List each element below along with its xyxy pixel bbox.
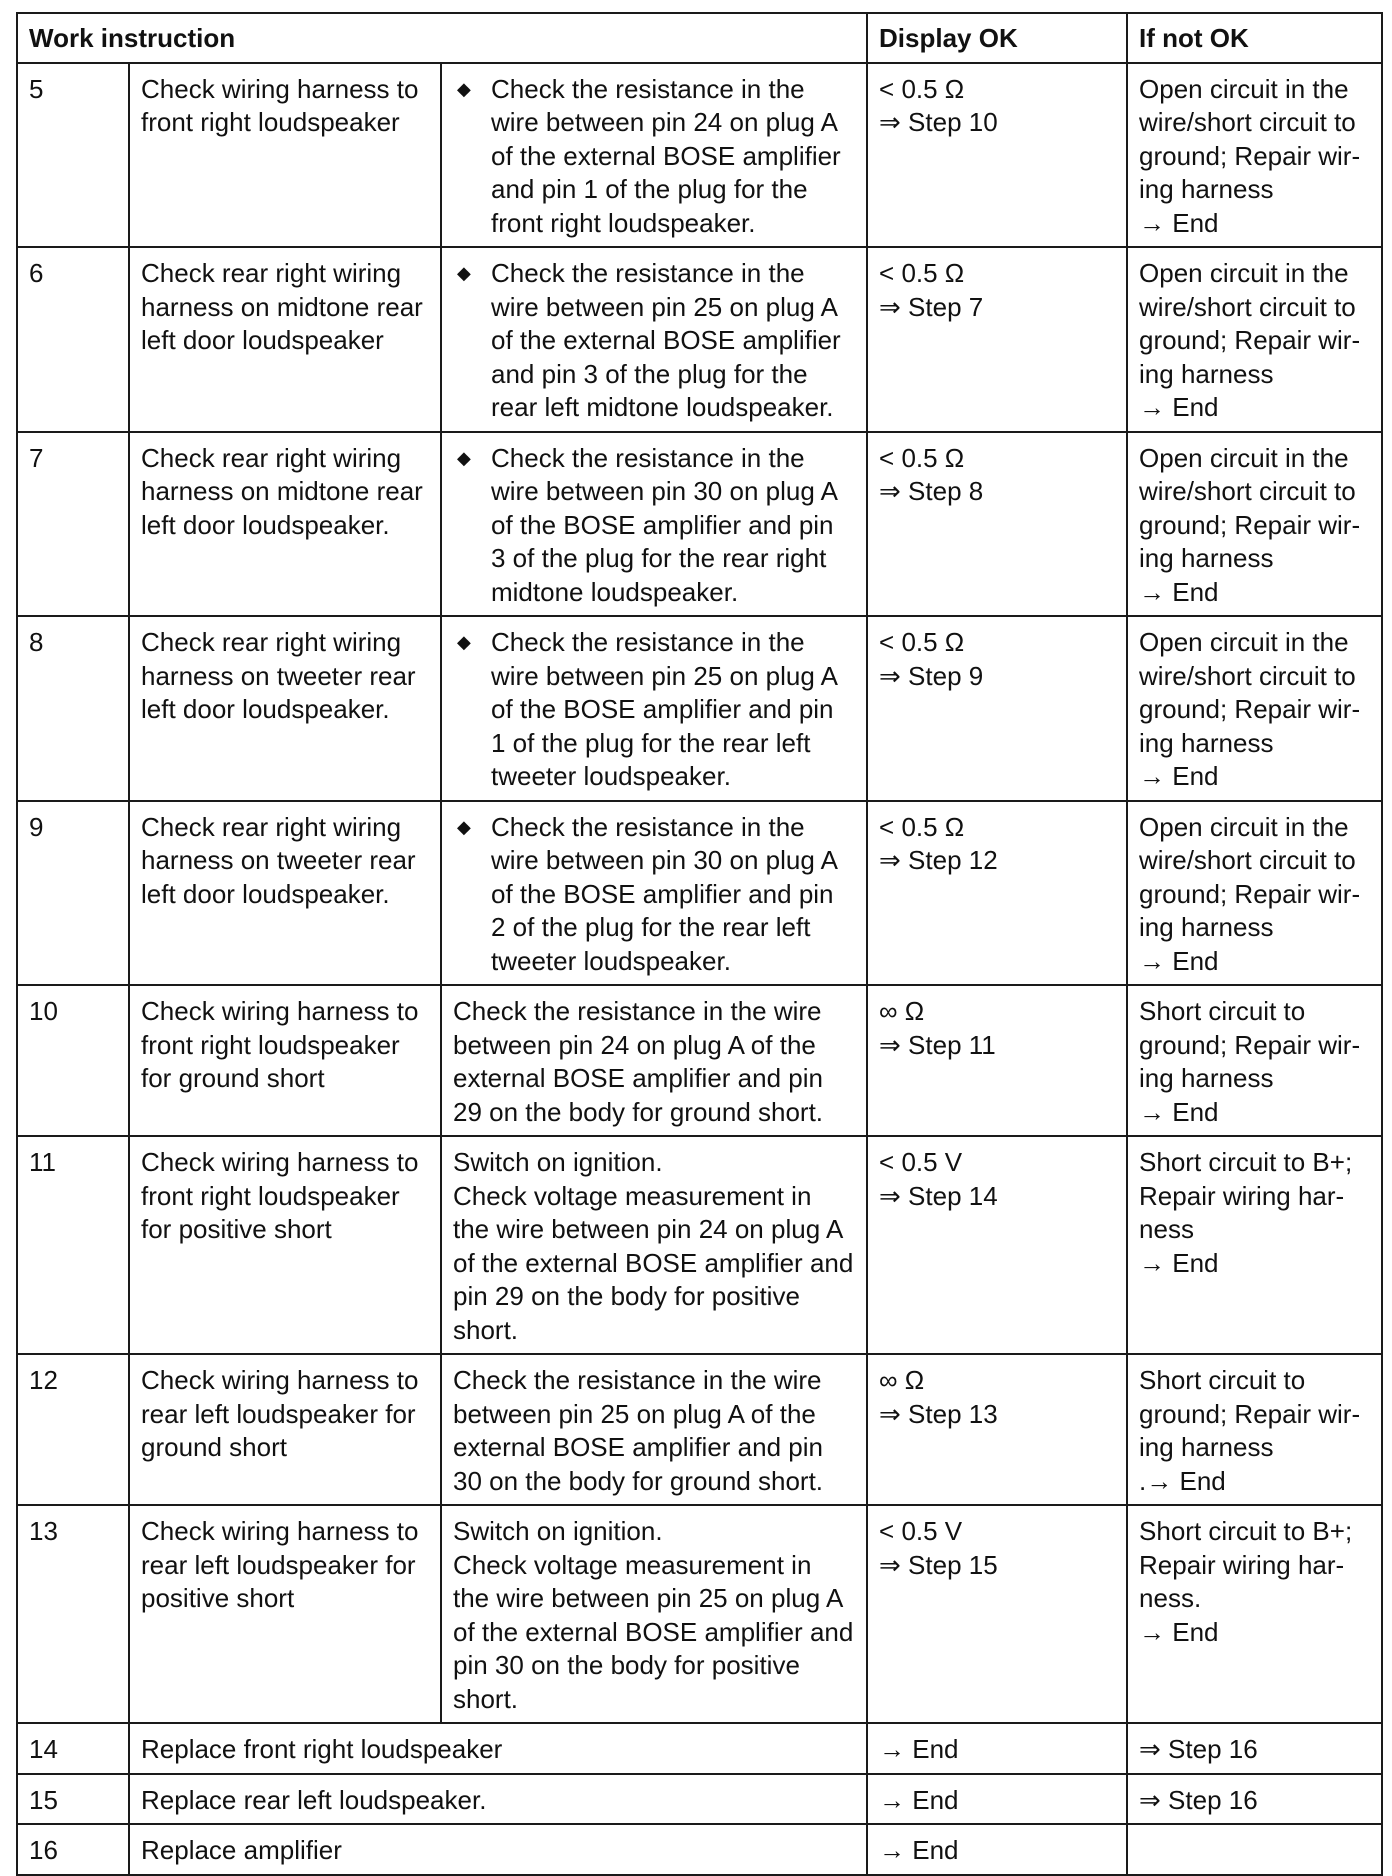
procedure (441, 432, 867, 617)
step-number: 5 (17, 63, 129, 248)
check-title-line: Check rear right wiring (141, 442, 402, 473)
check-title (129, 432, 441, 617)
procedure-line: of the external BOSE amplifier and (453, 1247, 854, 1278)
display-ok-cell (867, 1505, 1127, 1723)
procedure-line: wire between pin 25 on plug A (491, 291, 838, 322)
if-not-ok-line: Open circuit in the (1139, 627, 1349, 657)
procedure-line: short. (453, 1683, 519, 1714)
table-row (17, 985, 1382, 1136)
procedure-line: of the BOSE amplifier and pin (491, 509, 834, 540)
if-not-ok-line: → End (1139, 945, 1219, 976)
if-not-ok-line: ground; Repair wir- (1139, 1029, 1361, 1060)
if-not-ok-line: ing harness (1139, 174, 1274, 204)
step-number: 15 (17, 1774, 129, 1825)
step-number: 14 (17, 1723, 129, 1774)
table-row (17, 247, 1382, 432)
if-not-ok-line: Repair wiring har- (1139, 1180, 1345, 1211)
check-title-line: Check wiring harness to (141, 73, 419, 104)
procedure (441, 801, 867, 986)
bullet-item (453, 73, 858, 241)
header-if-not-ok: If not OK (1127, 13, 1382, 63)
procedure-line: Check the resistance in the (491, 442, 805, 473)
display-ok-line: ⇒ Step 14 (879, 1180, 998, 1211)
procedure-line: 3 of the plug for the rear right (491, 543, 827, 573)
display-ok-cell (867, 985, 1127, 1136)
if-not-ok-line: → End (1139, 1096, 1219, 1127)
check-title (129, 985, 441, 1136)
header-row (17, 13, 1382, 63)
procedure-text (491, 442, 858, 610)
check-title-line: harness on midtone rear (141, 291, 423, 322)
display-ok-cell (867, 247, 1127, 432)
if-not-ok-line: ness (1139, 1214, 1194, 1244)
check-title-line: left door loudspeaker. (141, 878, 390, 909)
check-title-line: for ground short (141, 1063, 325, 1093)
if-not-ok-line: ground; Repair wir- (1139, 509, 1361, 540)
check-title-line: front right loudspeaker (141, 1029, 400, 1060)
check-title-line: positive short (141, 1583, 295, 1613)
procedure-text (491, 626, 858, 794)
if-not-ok-line: Open circuit in the (1139, 73, 1349, 104)
display-ok-line: < 0.5 Ω (879, 627, 965, 657)
bullet-item (453, 811, 858, 979)
diamond-bullet-icon: ◆ (457, 632, 471, 652)
procedure-line: 1 of the plug for the rear left (491, 727, 811, 758)
display-ok-line: < 0.5 Ω (879, 442, 965, 473)
check-title-line: Check wiring harness to (141, 996, 419, 1026)
check-title-line: Check wiring harness to (141, 1147, 419, 1177)
action-text: Replace front right loudspeaker (129, 1723, 867, 1774)
procedure-line: wire between pin 24 on plug A (491, 107, 838, 137)
check-title-line: harness on midtone rear (141, 476, 423, 506)
procedure-line: tweeter loudspeaker. (491, 761, 731, 791)
procedure-line: pin 30 on the body for positive (453, 1650, 800, 1680)
procedure-line: Check the resistance in the wire (453, 1365, 822, 1395)
if-not-ok-cell (1127, 1136, 1382, 1354)
if-not-ok-line: → End (1139, 576, 1219, 607)
diamond-bullet-icon: ◆ (457, 78, 471, 99)
check-title-line: rear left loudspeaker for (141, 1398, 416, 1429)
if-not-ok-line: → End (1139, 1616, 1219, 1647)
check-title (129, 1136, 441, 1354)
if-not-ok-line: ing harness (1139, 912, 1274, 942)
if-not-ok-line: ground; Repair wir- (1139, 878, 1361, 909)
table-row (17, 1723, 1382, 1774)
check-title-line: Check rear right wiring (141, 811, 402, 842)
if-not-ok-line: → End (1139, 207, 1219, 238)
procedure-line: pin 29 on the body for positive (453, 1281, 800, 1311)
procedure-line: and pin 3 of the plug for the (491, 358, 808, 389)
if-not-ok-line: → End (1139, 1247, 1219, 1278)
if-not-ok-line: Repair wiring har- (1139, 1549, 1345, 1580)
display-ok-line: ⇒ Step 10 (879, 107, 998, 137)
display-ok-line: ⇒ Step 15 (879, 1549, 998, 1580)
check-title (129, 616, 441, 801)
procedure-line: Check the resistance in the (491, 627, 805, 657)
if-not-ok-line: Open circuit in the (1139, 811, 1349, 842)
work-instruction-table (16, 12, 1383, 1876)
if-not-ok-line: ing harness (1139, 543, 1274, 573)
if-not-ok-line: ing harness (1139, 727, 1274, 758)
procedure (441, 1136, 867, 1354)
check-title (129, 247, 441, 432)
procedure-line: Check the resistance in the (491, 258, 805, 288)
if-not-ok-line: Open circuit in the (1139, 258, 1349, 288)
if-not-ok-line: wire/short circuit to (1139, 660, 1356, 691)
table-row (17, 1354, 1382, 1505)
if-not-ok-cell (1127, 247, 1382, 432)
procedure-line: between pin 25 on plug A of the (453, 1398, 816, 1429)
display-ok-line: < 0.5 V (879, 1147, 963, 1177)
procedure-text (491, 257, 858, 425)
display-ok-line: ⇒ Step 13 (879, 1398, 998, 1429)
if-not-ok-line: Short circuit to B+; (1139, 1147, 1353, 1177)
display-ok-line: ⇒ Step 7 (879, 291, 984, 322)
display-ok-cell (867, 801, 1127, 986)
check-title-line: left door loudspeaker (141, 325, 384, 355)
if-not-ok-line: wire/short circuit to (1139, 107, 1356, 137)
display-ok-cell (867, 432, 1127, 617)
step-number: 6 (17, 247, 129, 432)
if-not-ok-line: wire/short circuit to (1139, 476, 1356, 506)
check-title-line: harness on tweeter rear (141, 845, 416, 875)
procedure-line: of the BOSE amplifier and pin (491, 878, 834, 909)
if-not-ok-cell (1127, 1354, 1382, 1505)
display-ok-cell (867, 1354, 1127, 1505)
diamond-bullet-icon: ◆ (457, 816, 471, 837)
procedure (441, 616, 867, 801)
check-title (129, 63, 441, 248)
if-not-ok-cell (1127, 63, 1382, 248)
procedure-line: rear left midtone loudspeaker. (491, 392, 834, 422)
display-ok-line: < 0.5 V (879, 1516, 963, 1546)
display-ok-line: < 0.5 Ω (879, 73, 965, 104)
diamond-bullet-icon: ◆ (457, 447, 471, 468)
check-title-line: Check rear right wiring (141, 258, 402, 288)
check-title-line: Check rear right wiring (141, 627, 402, 657)
procedure-line: of the external BOSE amplifier and (453, 1616, 854, 1647)
table-body (17, 63, 1382, 1875)
table-row (17, 1774, 1382, 1825)
if-not-ok-line: → End (1139, 392, 1219, 422)
procedure (441, 1505, 867, 1723)
procedure-text (491, 811, 858, 979)
if-not-ok-line: wire/short circuit to (1139, 291, 1356, 322)
if-not-ok-line: ground; Repair wir- (1139, 1398, 1361, 1429)
procedure-line: 2 of the plug for the rear left (491, 912, 811, 942)
procedure-line: wire between pin 25 on plug A (491, 660, 838, 691)
procedure-line: external BOSE amplifier and pin (453, 1063, 823, 1093)
if-not-ok-line: ness. (1139, 1583, 1202, 1613)
procedure-line: Check the resistance in the (491, 811, 805, 842)
check-title (129, 1354, 441, 1505)
procedure-line: between pin 24 on plug A of the (453, 1029, 816, 1060)
if-not-ok-line: Short circuit to (1139, 996, 1306, 1026)
bullet-item (453, 626, 858, 794)
display-ok-line: < 0.5 Ω (879, 811, 965, 842)
procedure-line: midtone loudspeaker. (491, 576, 739, 607)
display-ok-cell (867, 616, 1127, 801)
procedure-line: Check the resistance in the (491, 73, 805, 104)
if-not-ok-line: ing harness (1139, 1063, 1274, 1093)
step-number: 12 (17, 1354, 129, 1505)
procedure-line: Switch on ignition. (453, 1516, 663, 1546)
check-title-line: front right loudspeaker (141, 107, 400, 137)
if-not-ok-line: ground; Repair wir- (1139, 694, 1361, 724)
if-not-ok-line: .→ End (1139, 1465, 1226, 1496)
if-not-ok-line: wire/short circuit to (1139, 845, 1356, 875)
check-title (129, 1505, 441, 1723)
table-row (17, 1824, 1382, 1875)
step-number: 7 (17, 432, 129, 617)
display-ok-line: < 0.5 Ω (879, 258, 965, 288)
if-not-ok-line: ing harness (1139, 1432, 1274, 1462)
check-title-line: Check wiring harness to (141, 1365, 419, 1395)
check-title (129, 801, 441, 986)
check-title-line: left door loudspeaker. (141, 694, 390, 724)
action-text: Replace rear left loudspeaker. (129, 1774, 867, 1825)
check-title-line: harness on tweeter rear (141, 660, 416, 691)
procedure-line: external BOSE amplifier and pin (453, 1432, 823, 1462)
display-ok-line: ⇒ Step 9 (879, 660, 984, 691)
procedure-line: of the external BOSE amplifier (491, 325, 841, 355)
table-row (17, 801, 1382, 986)
check-title-line: Check wiring harness to (141, 1516, 419, 1546)
if-not-ok-cell (1127, 985, 1382, 1136)
diamond-bullet-icon: ◆ (457, 263, 471, 283)
procedure-text (491, 73, 858, 241)
check-title-line: rear left loudspeaker for (141, 1549, 416, 1580)
check-title-line: ground short (141, 1432, 287, 1462)
if-not-ok-line: Short circuit to (1139, 1365, 1306, 1395)
step-number: 10 (17, 985, 129, 1136)
header-display-ok: Display OK (867, 13, 1127, 63)
step-number: 8 (17, 616, 129, 801)
table-row (17, 432, 1382, 617)
table-row (17, 63, 1382, 248)
header-work-instruction: Work instruction (17, 13, 867, 63)
if-not-ok-line: ground; Repair wir- (1139, 140, 1361, 171)
procedure-line: wire between pin 30 on plug A (491, 476, 838, 506)
display-ok-line: ⇒ Step 12 (879, 845, 998, 875)
procedure (441, 63, 867, 248)
procedure-line: wire between pin 30 on plug A (491, 845, 838, 875)
procedure-line: the wire between pin 24 on plug A (453, 1214, 844, 1244)
if-not-ok-line: → End (1139, 761, 1219, 791)
procedure-line: Switch on ignition. (453, 1147, 663, 1177)
if-not-ok-cell (1127, 616, 1382, 801)
if-not-ok-cell: ⇒ Step 16 (1127, 1723, 1382, 1774)
check-title-line: for positive short (141, 1214, 332, 1244)
if-not-ok-cell (1127, 432, 1382, 617)
procedure-line: Check voltage measurement in (453, 1549, 812, 1580)
if-not-ok-line: Short circuit to B+; (1139, 1516, 1353, 1546)
check-title-line: left door loudspeaker. (141, 509, 390, 540)
procedure (441, 1354, 867, 1505)
procedure-line: Check voltage measurement in (453, 1180, 812, 1211)
display-ok-cell: → End (867, 1723, 1127, 1774)
if-not-ok-cell (1127, 1824, 1382, 1875)
procedure (441, 247, 867, 432)
display-ok-cell: → End (867, 1774, 1127, 1825)
if-not-ok-cell (1127, 801, 1382, 986)
display-ok-line: ∞ Ω (879, 996, 925, 1026)
procedure-line: and pin 1 of the plug for the (491, 174, 808, 204)
display-ok-line: ⇒ Step 11 (879, 1029, 996, 1060)
display-ok-cell (867, 1136, 1127, 1354)
procedure-line: 30 on the body for ground short. (453, 1465, 824, 1496)
procedure-line: of the external BOSE amplifier (491, 140, 841, 171)
if-not-ok-line: ing harness (1139, 358, 1274, 389)
step-number: 11 (17, 1136, 129, 1354)
check-title-line: front right loudspeaker (141, 1180, 400, 1211)
step-number: 13 (17, 1505, 129, 1723)
display-ok-line: ∞ Ω (879, 1365, 925, 1395)
bullet-item (453, 257, 858, 425)
step-number: 16 (17, 1824, 129, 1875)
procedure-line: Check the resistance in the wire (453, 996, 822, 1026)
procedure-line: front right loudspeaker. (491, 207, 756, 238)
procedure-line: the wire between pin 25 on plug A (453, 1583, 844, 1613)
step-number: 9 (17, 801, 129, 986)
procedure-line: of the BOSE amplifier and pin (491, 694, 834, 724)
display-ok-cell (867, 63, 1127, 248)
display-ok-cell: → End (867, 1824, 1127, 1875)
if-not-ok-line: Open circuit in the (1139, 442, 1349, 473)
table-row (17, 1136, 1382, 1354)
procedure-line: short. (453, 1314, 519, 1345)
bullet-item (453, 442, 858, 610)
procedure (441, 985, 867, 1136)
action-text: Replace amplifier (129, 1824, 867, 1875)
table-row (17, 1505, 1382, 1723)
if-not-ok-line: ground; Repair wir- (1139, 325, 1361, 355)
procedure-line: 29 on the body for ground short. (453, 1096, 824, 1127)
if-not-ok-cell (1127, 1505, 1382, 1723)
if-not-ok-cell: ⇒ Step 16 (1127, 1774, 1382, 1825)
table-row (17, 616, 1382, 801)
display-ok-line: ⇒ Step 8 (879, 476, 984, 506)
procedure-line: tweeter loudspeaker. (491, 945, 731, 976)
